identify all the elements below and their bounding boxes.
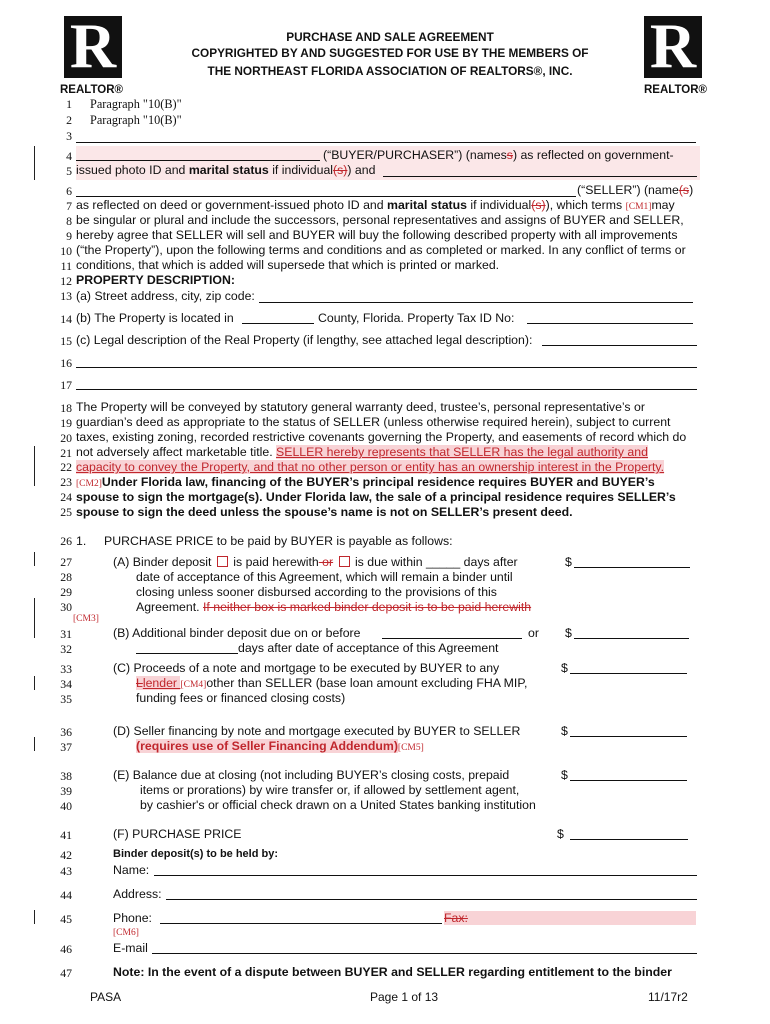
- inserted-bold-text: (requires use of Seller Financing Addendum): [136, 739, 398, 753]
- property-description-heading: PROPERTY DESCRIPTION:: [76, 273, 235, 287]
- revision-bar: [34, 676, 35, 690]
- line-number: 41: [60, 828, 72, 842]
- text: may: [651, 198, 675, 212]
- paragraph-ref-1: Paragraph "10(B)": [90, 97, 182, 111]
- legal-description-line-2[interactable]: [76, 367, 697, 368]
- dollar-sign: $: [561, 768, 568, 782]
- inserted-text: SELLER hereby represents that SELLER has the legal authority and: [276, 445, 648, 459]
- text: if individual: [467, 198, 532, 212]
- line-number: 44: [60, 888, 72, 902]
- amount-d: [561, 724, 568, 738]
- dollar-sign: $: [557, 827, 564, 841]
- body-line-24: spouse to sign the mortgage(s). Under Florida law, the sale of a principal residence requires SELLER’s: [76, 490, 676, 504]
- body-line-23: [76, 475, 655, 489]
- footer-revision: 11/17r2: [648, 990, 688, 1004]
- body-line-38: (E) Balance due at closing (not including BUYER’s closing costs, prepaid: [113, 768, 510, 782]
- line-number: 3: [66, 129, 72, 143]
- text: other than SELLER (base loan amount excluding FHA MIP,: [206, 676, 528, 690]
- body-line-29: closing unless sooner disbursed according to the provisions of this: [136, 585, 497, 599]
- additional-binder-date-field[interactable]: [382, 638, 522, 639]
- line-number: 6: [66, 184, 72, 198]
- escrow-email-label: E-mail: [113, 941, 148, 955]
- strike-text: (s): [531, 198, 546, 212]
- line-number: 36: [60, 725, 72, 739]
- line-number: 27: [60, 555, 72, 569]
- line-number: 28: [60, 570, 72, 584]
- revision-bar: [34, 146, 35, 180]
- body-line-32: days after date of acceptance of this Agreement: [238, 641, 499, 655]
- seller-name-field[interactable]: [76, 196, 576, 197]
- or-text: or: [528, 626, 539, 640]
- amount-e: [561, 768, 568, 782]
- text: if individual: [268, 163, 334, 177]
- strike-text: L: [136, 676, 143, 690]
- doc-subtitle: COPYRIGHTED BY AND SUGGESTED FOR USE BY THE MEMBERS OF: [191, 46, 589, 60]
- text: ): [689, 183, 694, 197]
- street-address-field[interactable]: [259, 302, 693, 303]
- line-number: 25: [60, 505, 72, 519]
- text: (“SELLER”) (name: [577, 183, 679, 197]
- body-line-22-inserted: capacity to convey the Property, and that no other person or entity has an ownership interest in the Property.: [76, 460, 665, 474]
- comment-marker[interactable]: [CM2]: [76, 479, 102, 489]
- realtor-logo-right: R: [644, 16, 702, 78]
- marital-status-bold: marital status: [188, 163, 269, 177]
- doc-title: PURCHASE AND SALE AGREEMENT: [286, 30, 494, 44]
- text: ), which terms: [545, 198, 626, 212]
- escrow-address-field[interactable]: [166, 899, 697, 900]
- binder-held-by-label: Binder deposit(s) to be held by:: [113, 848, 279, 860]
- realtor-label-left: REALTOR®: [60, 84, 123, 96]
- line-number: 1: [66, 97, 72, 111]
- paragraph-ref-2: Paragraph "10(B)": [90, 113, 182, 127]
- legal-description-label: (c) Legal description of the Real Property (if lengthy, see attached legal description):: [76, 333, 533, 347]
- line-number: 43: [60, 864, 72, 878]
- marital-status-bold: marital status: [387, 198, 467, 212]
- line-number: 19: [60, 416, 72, 430]
- county-label: (b) The Property is located in: [76, 311, 234, 325]
- body-line-20: taxes, existing zoning, recorded restrictive covenants governing the Property, and easements of record which do: [76, 430, 687, 444]
- line-number: 14: [60, 312, 72, 326]
- text: as reflected on deed or government-issued photo ID and: [76, 198, 388, 212]
- body-line-40: by cashier's or official check drawn on a United States banking institution: [140, 798, 536, 812]
- escrow-phone-field[interactable]: [160, 923, 442, 924]
- line-number: 2: [66, 113, 72, 127]
- line-number: 5: [66, 164, 72, 178]
- amount-e-field[interactable]: [570, 780, 687, 781]
- revision-bar: [34, 737, 35, 751]
- comment-marker[interactable]: [CM4]: [180, 680, 207, 690]
- buyer-name-field[interactable]: [76, 160, 320, 161]
- text: is paid herewith: [233, 555, 319, 569]
- blank-line-3[interactable]: [76, 142, 696, 143]
- county-field[interactable]: [242, 323, 314, 324]
- inserted-text: lender: [142, 676, 181, 690]
- revision-bar: [34, 446, 35, 486]
- text: (A) Binder deposit: [113, 555, 212, 569]
- body-line-8: be singular or plural and include the successors, personal representatives and assigns of BUYER and SELLER,: [76, 213, 684, 227]
- body-line-35: funding fees or financed closing costs): [136, 691, 346, 705]
- line-number: 32: [60, 642, 72, 656]
- body-line-11: conditions, that which is added will supersede that which is printed or marked.: [76, 258, 500, 272]
- comment-marker[interactable]: [CM5]: [397, 743, 424, 753]
- line-number: 35: [60, 692, 72, 706]
- line-number: 37: [60, 740, 72, 754]
- line-number: 20: [60, 431, 72, 445]
- line-number: 17: [60, 378, 72, 392]
- line-number: 21: [60, 446, 72, 460]
- strike-text: s: [506, 148, 513, 162]
- escrow-fax-deleted: Fax:: [444, 911, 696, 925]
- amount-a-field[interactable]: [574, 567, 690, 568]
- line-number: 42: [60, 848, 72, 862]
- body-line-37: [136, 739, 424, 753]
- line-number: 45: [60, 912, 72, 926]
- dollar-sign: $: [565, 626, 572, 640]
- legal-description-field[interactable]: [542, 345, 697, 346]
- line-number: 40: [60, 799, 72, 813]
- line-number: 13: [60, 289, 72, 303]
- body-line-10: (“the Property”), upon the following terms and conditions and as completed or marked. In any conflict of terms or: [76, 243, 686, 257]
- line-number: 15: [60, 334, 72, 348]
- line-number: 9: [66, 229, 72, 243]
- line-number: 23: [60, 475, 72, 489]
- line-number: 12: [60, 274, 72, 288]
- escrow-phone-label: Phone:: [113, 911, 152, 925]
- dispute-note: Note: In the event of a dispute between BUYER and SELLER regarding entitlement to the binder: [113, 965, 672, 979]
- text: or before: [307, 626, 361, 640]
- line-number: 33: [60, 662, 72, 676]
- body-line-9: hereby agree that SELLER will sell and BUYER will buy the following described property with all improvements: [76, 228, 678, 242]
- line-number: 4: [66, 149, 72, 163]
- text: (F) PURCHASE PRICE: [113, 827, 242, 841]
- escrow-address-label: Address:: [113, 887, 162, 901]
- body-line-39: items or prorations) by wire transfer or, if allowed by settlement agent,: [140, 783, 520, 797]
- revision-bar: [34, 910, 35, 924]
- purchase-price-total-label: [113, 827, 241, 841]
- body-line-36: (D) Seller financing by note and mortgage executed by BUYER to SELLER: [113, 724, 521, 738]
- body-line-21: [76, 445, 648, 459]
- body-line-33: (C) Proceeds of a note and mortgage to be executed by BUYER to any: [113, 661, 500, 675]
- buyer-label: [323, 148, 674, 162]
- text: Agreement.: [136, 600, 200, 614]
- comment-marker-cm3[interactable]: [CM3]: [73, 614, 99, 624]
- section-number: 1.: [76, 534, 87, 548]
- strike-text: (s): [333, 163, 348, 177]
- line-number: 24: [60, 490, 72, 504]
- text: days after: [463, 555, 518, 569]
- tax-id-label: County, Florida. Property Tax ID No:: [318, 311, 515, 325]
- line-number: 16: [60, 356, 72, 370]
- comment-marker[interactable]: [CM1]: [625, 202, 652, 212]
- buyer-id-text: [76, 163, 375, 177]
- text: ) and: [347, 163, 376, 177]
- realtor-logo-left: R: [64, 16, 122, 78]
- revision-bar: [34, 552, 35, 566]
- revision-bar: [34, 598, 35, 638]
- body-line-18: The Property will be conveyed by statutory general warranty deed, trustee’s, personal representative’s or: [76, 400, 645, 414]
- purchase-price-heading: PURCHASE PRICE to be paid by BUYER is payable as follows:: [104, 534, 453, 548]
- buyer-second-name-field[interactable]: [383, 176, 697, 177]
- buyer-label-text: (“BUYER/PURCHASER”) (names: [323, 148, 507, 162]
- amount-c: [561, 661, 568, 675]
- purchase-price-field[interactable]: [570, 839, 688, 840]
- checkbox-herewith[interactable]: [217, 556, 228, 567]
- strike-text: (s: [678, 183, 690, 197]
- tax-id-field[interactable]: [527, 323, 693, 324]
- comment-marker-cm6[interactable]: [CM6]: [113, 928, 139, 938]
- binder-deposit-line: (A) Binder deposit is paid herewith or is due within _____ days after: [113, 555, 518, 569]
- footer-form-code: PASA: [90, 990, 122, 1004]
- body-line-25: spouse to sign the deed unless the spouse’s name is not on SELLER’s present deed.: [76, 505, 573, 519]
- amount-c-field[interactable]: [570, 673, 687, 674]
- body-line-19: guardian’s deed as appropriate to the status of SELLER (unless otherwise required herein), subject to current: [76, 415, 671, 429]
- amount-b: [565, 626, 572, 640]
- body-line-30: [136, 600, 531, 614]
- strike-text: or: [318, 555, 334, 569]
- text: Under Florida law, financing of the BUYER’s principal residence requires BUYER and BUYER’s: [101, 475, 655, 489]
- days-field[interactable]: [136, 653, 238, 654]
- line-number: 11: [60, 259, 72, 273]
- line-number: 8: [66, 214, 72, 228]
- line-number: 31: [60, 627, 72, 641]
- line-number: 10: [60, 244, 72, 258]
- street-address-label: (a) Street address, city, zip code:: [76, 289, 255, 303]
- line-number: 34: [60, 677, 72, 691]
- line-number: 30: [60, 600, 72, 614]
- dollar-sign: $: [561, 724, 568, 738]
- amount-a: [565, 555, 572, 569]
- amount-d-field[interactable]: [570, 736, 687, 737]
- text: not adversely affect marketable title.: [76, 445, 273, 459]
- line-number: 38: [60, 769, 72, 783]
- escrow-name-label: Name:: [113, 863, 150, 877]
- text: issued photo ID and: [76, 163, 189, 177]
- line-number: 29: [60, 585, 72, 599]
- line-number: 46: [60, 942, 72, 956]
- seller-label: [577, 183, 693, 197]
- text: (B) Additional binder deposit due on: [113, 626, 308, 640]
- additional-binder-line: [113, 626, 360, 640]
- body-line-34: [136, 676, 527, 690]
- escrow-email-field[interactable]: [152, 953, 697, 954]
- dollar-sign: $: [565, 555, 572, 569]
- escrow-name-field[interactable]: [154, 875, 697, 876]
- text: is due within: [354, 555, 423, 569]
- line-number: 22: [60, 460, 72, 474]
- line-number: 26: [60, 534, 72, 548]
- seller-id-text: [76, 198, 675, 212]
- body-line-28: date of acceptance of this Agreement, which will remain a binder until: [136, 570, 513, 584]
- amount-b-field[interactable]: [574, 638, 689, 639]
- line-number: 18: [60, 401, 72, 415]
- legal-description-line-3[interactable]: [76, 389, 697, 390]
- realtor-label-right: REALTOR®: [644, 84, 707, 96]
- checkbox-due-within[interactable]: [339, 556, 350, 567]
- doc-association: THE NORTHEAST FLORIDA ASSOCIATION OF REALTORS®, INC.: [207, 64, 573, 78]
- strike-text: If neither box is marked binder deposit is to be paid herewith: [203, 600, 532, 614]
- line-number: 39: [60, 784, 72, 798]
- line-number: 7: [66, 199, 72, 213]
- dollar-sign: $: [561, 661, 568, 675]
- line-number: 47: [60, 966, 72, 980]
- footer-page-number: Page 1 of 13: [370, 990, 439, 1004]
- amount-f: [557, 827, 564, 841]
- buyer-label-end: ) as reflected on government-: [512, 148, 674, 162]
